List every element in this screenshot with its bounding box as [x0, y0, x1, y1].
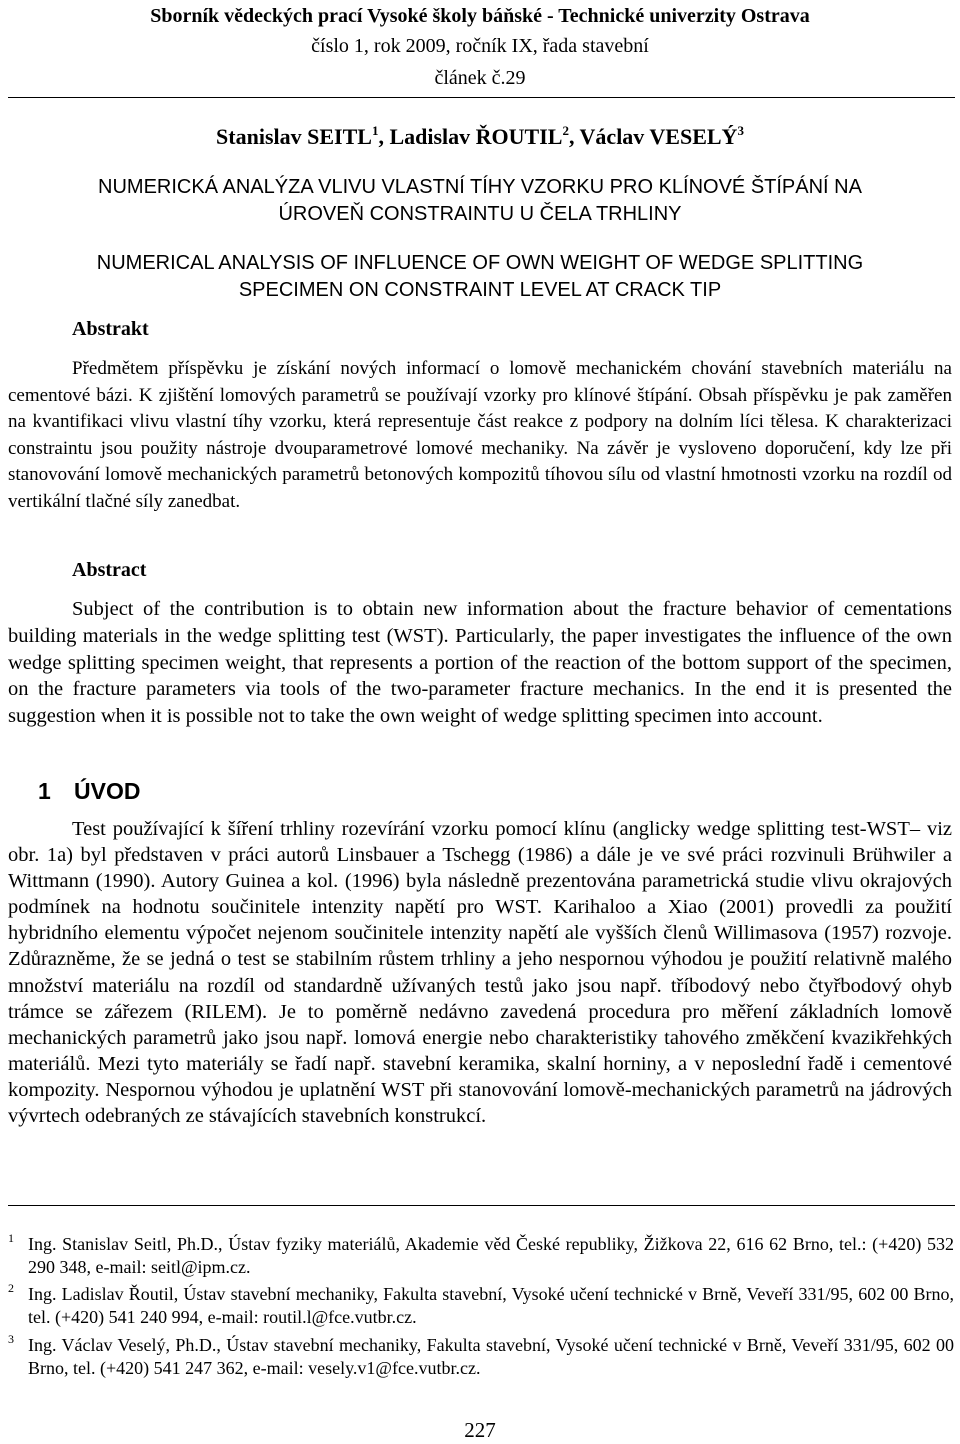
section-heading — [38, 778, 140, 805]
author-footnote-mark[interactable]: 2 — [562, 123, 569, 138]
author-name: Václav VESELÝ — [579, 124, 738, 149]
section-number: 1 — [38, 778, 51, 804]
abstract-heading: Abstract — [72, 559, 147, 581]
page-number: 227 — [464, 1418, 496, 1442]
footnote-mark: 3 — [8, 1332, 14, 1346]
abstrakt-text: Předmětem příspěvku je získání nových informací o lomově mechanickém chování stavebních materiálu na cementové bázi. K zjištění lomových parametrů se používají vzorky pro klínové štípání. Obsah příspěvku je pak zaměřen na kvantifikaci vlivu vlastní tíhy vzorku, která representuje část reakce z podpory na dolním líci tělesa. K charakterizaci constraintu jsou použity nástroje dvouparametrové lomové mechaniky. Na závěr je vysloveno doporučení, kdy lze při stanovování lomově mechanických parametrů betonových kompozitů tíhovou sílu od vlastní hmotnosti vzorku na rozdíl od vertikální tlačné síly zanedbat. — [8, 358, 952, 512]
section-title: ÚVOD — [74, 778, 141, 804]
header-rule — [8, 97, 955, 98]
issue-info: číslo 1, rok 2009, ročník IX, řada stavební — [311, 35, 649, 57]
footnote-rule — [8, 1205, 955, 1206]
abstrakt-heading: Abstrakt — [72, 318, 149, 340]
title-czech-line: NUMERICKÁ ANALÝZA VLIVU VLASTNÍ TÍHY VZORKU PRO KLÍNOVÉ ŠTÍPÁNÍ NA — [98, 176, 862, 198]
author-footnote-mark[interactable]: 1 — [371, 123, 379, 138]
article-number: článek č.29 — [434, 67, 526, 89]
title-english-line: NUMERICAL ANALYSIS OF INFLUENCE OF OWN WEIGHT OF WEDGE SPLITTING — [96, 252, 864, 274]
footnote-text: Ing. Ladislav Řoutil, Ústav stavební mechaniky, Fakulta stavební, Vysoké učení technické v Brně, Veveří 331/95, 602 00 Brno, tel. (+420) 541 240 994, e-mail: routil.l@fce.vutbr.cz. — [28, 1284, 954, 1327]
footnote-text: Ing. Stanislav Seitl, Ph.D., Ústav fyziky materiálů, Akademie věd České republiky, Žižkova 22, 616 62 Brno, tel.: (+420) 532 290 348, e-mail: seitl@ipm.cz. — [28, 1234, 954, 1277]
author-list: Stanislav SEITL$^1$, Ladislav ŘOUTIL$^2$, Václav VESELÝ$^3$ — [216, 123, 744, 149]
author-footnote-mark[interactable]: 3 — [737, 123, 744, 138]
footnote — [8, 1281, 954, 1329]
abstract-text: Subject of the contribution is to obtain new information about the fracture behavior of cementations building materials in the wedge splitting test (WST). Particularly, the paper investigates the influence of the own wedge splitting specimen weight, that represents a portion of the reaction of the bottom support of the specimen, on the fracture parameters via tools of the two-parameter fracture mechanics. In the end it is presented the suggestion when it is possible not to take the own weight of wedge splitting specimen into account. — [8, 598, 952, 728]
title-czech-line: ÚROVEŇ CONSTRAINTU U ČELA TRHLINY — [278, 203, 682, 225]
footnote-text: Ing. Václav Veselý, Ph.D., Ústav stavební mechaniky, Fakulta stavební, Vysoké učení technické v Brně, Veveří 331/95, 602 00 Brno, tel. (+420) 541 247 362, e-mail: vesely.v1@fce.vutbr.cz. — [28, 1335, 954, 1378]
footnote — [8, 1332, 954, 1380]
footnote — [8, 1231, 954, 1279]
author-name: Stanislav SEITL — [216, 124, 372, 149]
footnote-mark: 1 — [8, 1231, 14, 1245]
footnote-mark: 2 — [8, 1281, 14, 1295]
author-name: Ladislav ŘOUTIL — [389, 124, 563, 149]
intro-text: Test používající k šíření trhliny rozevírání vzorku pomocí klínu (anglicky wedge splitting test-WST– viz obr. 1a) byl představen v práci autorů Linsbauer a Tschegg (1986) a dále je ve své práci rozvinuli Brühwiler a Wittmann (1990). Autory Guinea a kol. (1996) byla následně prezentována parametrická studie vlivu okrajových podmínek na hodnotu součinitele intenzity napětí pro WST. Karihaloo a Xiao (2001) provedli za použití hybridního elementu výpočet nejenom součinitele intenzity napětí ale vyšších členů Willimasova (1957) rozvoje. Zdůrazněme, že se jedná o test se stabilním růstem trhliny a jeho nespornou výhodou je použití relativně malého množství materiálu na rozdíl od standardně užívaných testů jako jsou např. tříbodový nebo čtyřbodový ohyb trámce se zářezem (RILEM). Je to poměrně nedávno zavedená procedura pro měření základních lomově mechanických parametrů jako jsou např. lomová energie nebo charakteristiky tahového změkčení kvazikřehkých materiálů. Mezi tyto materiály se řadí např. stavební keramika, skalní horniny, a v neposlední řadě i cementové kompozity. Nespornou výhodou je uplatnění WST při stanovování lomově-mechanických parametrů na jádrových vývrtech odebraných ze stávajících stavebních konstrukcí. — [8, 818, 952, 1128]
title-english-line: SPECIMEN ON CONSTRAINT LEVEL AT CRACK TIP — [238, 279, 722, 301]
journal-name: Sborník vědeckých prací Vysoké školy báňské - Technické univerzity Ostrava — [150, 5, 810, 27]
